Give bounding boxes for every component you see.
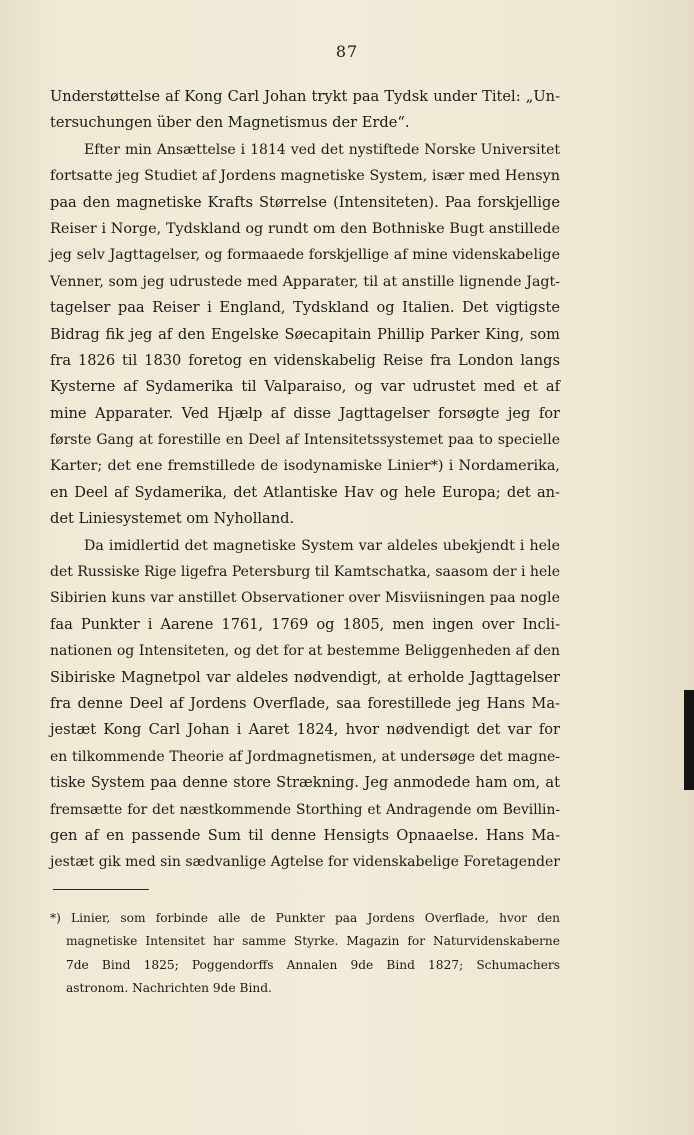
text-line: mine Apparater. Ved Hjælp af disse Jagttagelser forsøgte jeg for <box>50 404 560 422</box>
scan-edge-mark <box>684 690 694 790</box>
text-line: det Russiske Rige ligefra Petersburg til Kamtschatka, saasom der i hele <box>50 564 560 581</box>
text-line: jestæt gik med sin sædvanlige Agtelse for videnskabelige Foretagender <box>50 854 560 871</box>
body-text <box>50 84 560 876</box>
text-line: første Gang at forestille en Deel af Intensitetssystemet paa to specielle <box>50 432 560 449</box>
text-line: fremsætte for det næstkommende Storthing et Andragende om Bevillin- <box>50 801 560 818</box>
text-line: fortsatte jeg Studiet af Jordens magnetiske System, især med Hensyn <box>50 168 560 185</box>
text-line: Sibirien kuns var anstillet Observationer over Misviisningen paa nogle <box>50 590 560 607</box>
text-line: paa den magnetiske Krafts Størrelse (Intensiteten). Paa forskjellige <box>50 193 560 211</box>
text-line: gen af en passende Sum til denne Hensigts Opnaaelse. Hans Ma- <box>50 826 560 844</box>
text-line: tiske System paa denne store Strækning. Jeg anmodede ham om, at <box>50 774 560 792</box>
text-line: en tilkommende Theorie af Jordmagnetismen, at undersøge det magne- <box>50 748 560 765</box>
text-line: jeg selv Jagttagelser, og formaaede forskjellige af mine videnskabelige <box>50 247 560 264</box>
text-line: tagelser paa Reiser i England, Tydskland og Italien. Det vigtigste <box>50 299 560 317</box>
footnote-line: *) Linier, som forbinde alle de Punkter paa Jordens Overflade, hvor den <box>50 911 560 925</box>
text-line: Reiser i Norge, Tydskland og rundt om den Bothniske Bugt anstillede <box>50 220 560 237</box>
text-line: faa Punkter i Aarene 1761, 1769 og 1805, men ingen over Incli- <box>50 615 560 633</box>
text-line: Understøttelse af Kong Carl Johan trykt paa Tydsk under Titel: „Un- <box>50 88 560 105</box>
text-line: jestæt Kong Carl Johan i Aaret 1824, hvor nødvendigt det var for <box>50 721 560 739</box>
paragraph-start-line: Da imidlertid det magnetiske System var aldeles ubekjendt i hele <box>84 537 560 554</box>
text-line: fra 1826 til 1830 foretog en videnskabelig Reise fra London langs <box>50 351 560 369</box>
text-line: Bidrag fik jeg af den Engelske Søecapitain Phillip Parker King, som <box>50 325 560 343</box>
footnote-divider <box>53 889 149 890</box>
footnote-line: magnetiske Intensitet har samme Styrke. Magazin for Naturvidenskaberne <box>66 934 560 949</box>
footnote <box>50 907 560 1000</box>
text-line: Kysterne af Sydamerika til Valparaiso, og var udrustet med et af <box>50 378 560 396</box>
text-line: en Deel af Sydamerika, det Atlantiske Hav og hele Europa; det an- <box>50 483 560 501</box>
text-line: Venner, som jeg udrustede med Apparater, til at anstille lignende Jagt- <box>50 273 560 290</box>
paragraph-start-line: Efter min Ansættelse i 1814 ved det nystiftede Norske Universitet <box>84 141 560 158</box>
text-line: nationen og Intensiteten, og det for at bestemme Beliggenheden af den <box>50 643 560 660</box>
text-line: Sibiriske Magnetpol var aldeles nødvendigt, at erholde Jagttagelser <box>50 668 560 686</box>
page-number: 87 <box>335 42 359 61</box>
text-line: det Liniesystemet om Nyholland. <box>50 510 295 528</box>
text-line: fra denne Deel af Jordens Overflade, saa forestillede jeg Hans Ma- <box>50 694 560 712</box>
text-line: tersuchungen über den Magnetismus der Erde“. <box>50 114 410 132</box>
footnote-line: astronom. Nachrichten 9de Bind. <box>66 980 272 995</box>
footnote-line: 7de Bind 1825; Poggendorffs Annalen 9de Bind 1827; Schumachers <box>66 957 560 972</box>
text-line: Karter; det ene fremstillede de isodynamiske Linier*) i Nordamerika, <box>50 458 560 475</box>
